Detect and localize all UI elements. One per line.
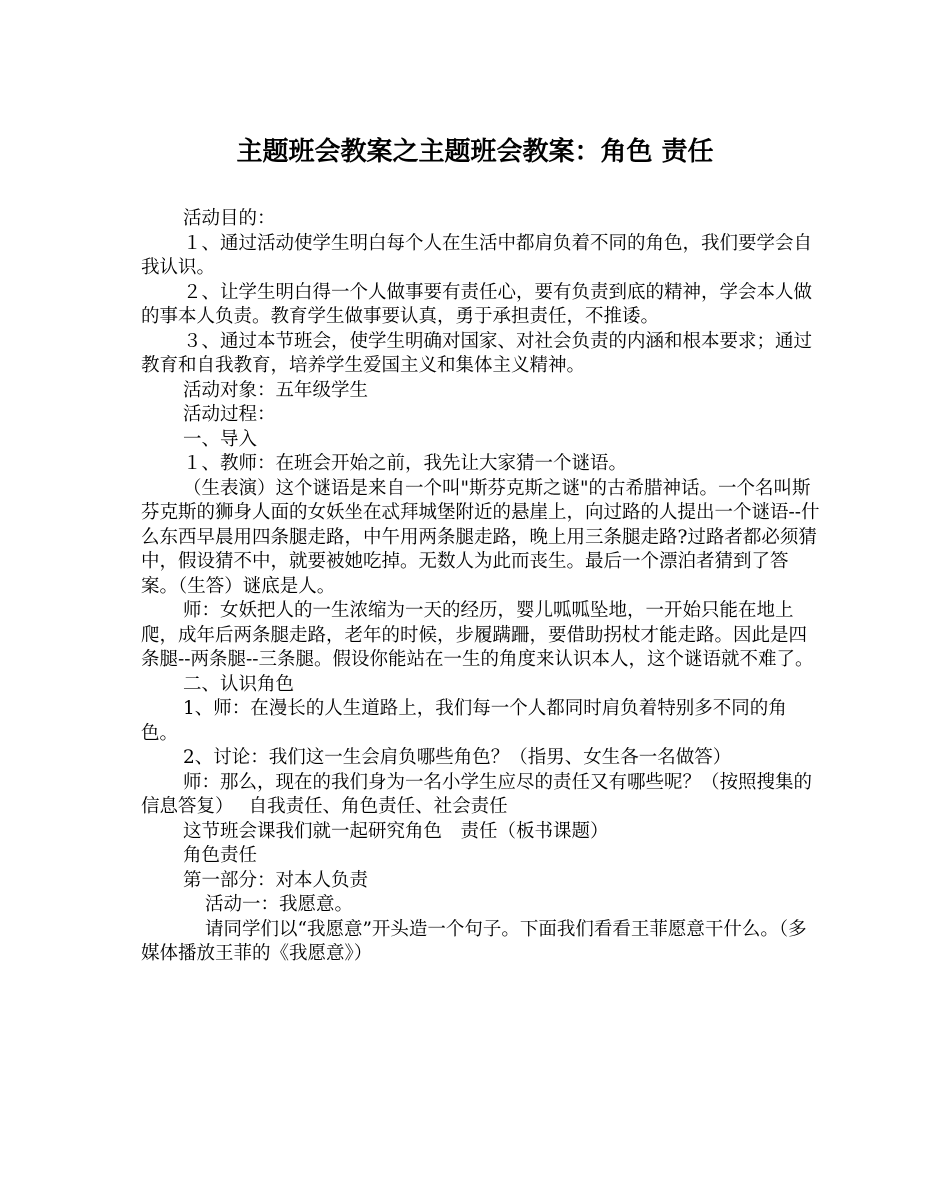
paragraph: １、通过活动使学生明白每个人在生活中都肩负着不同的角色，我们要学会自我认识。: [141, 232, 813, 278]
document-title: 主题班会教案之主题班会教案：角色 责任: [236, 137, 714, 167]
paragraph: ３、通过本节班会，使学生明确对国家、对社会负责的内涵和根本要求；通过教育和自我教育，培养学生爱国主义和集体主义精神。: [141, 330, 813, 376]
paragraph: 第一部分：对本人负责: [183, 869, 369, 891]
paragraph: 活动过程：: [183, 404, 276, 425]
paragraph: 活动目的：: [183, 208, 276, 229]
paragraph: 2、讨论：我们这一生会肩负哪些角色？（指男、女生各一名做答）: [183, 747, 732, 768]
paragraph: 角色责任: [183, 845, 258, 866]
paragraph: 二、认识角色: [183, 673, 295, 695]
paragraph: 一、导入: [183, 428, 258, 450]
paragraph: 师：女妖把人的一生浓缩为一天的经历，婴儿呱呱坠地，一开始只能在地上爬，成年后两条腿走路，老年的时候，步履蹒跚，要借助拐杖才能走路。因此是四条腿--两条腿--三条腿。假设你能站在一生的角度来认识本人，这个谜语就不难了。: [141, 600, 814, 670]
paragraph: 1、师：在漫长的人生道路上，我们每一个人都同时肩负着特别多不同的角色。: [141, 698, 787, 744]
paragraph: 请同学们以“我愿意”开头造一个句子。下面我们看看王菲愿意干什么。（多媒体播放王菲的《我愿意》）: [141, 918, 807, 964]
paragraph: （生表演）这个谜语是来自一个叫"斯芬克斯之谜"的古希腊神话。一个名叫斯芬克斯的狮身人面的女妖坐在忒拜城堡附近的悬崖上，向过路的人提出一个谜语--什么东西早晨用四条腿走路，中午用两条腿走路，晚上用三条腿走路?过路者都必须猜中，假设猜不中，就要被她吃掉。无数人为此而丧生。最后一个漂泊者猜到了答案。（生答）谜底是人。: [141, 477, 820, 597]
document-body: [141, 207, 821, 967]
paragraph: 师：那么，现在的我们身为一名小学生应尽的责任又有哪些呢？（按照搜集的信息答复） 自我责任、角色责任、社会责任: [141, 771, 813, 817]
paragraph: 这节班会课我们就一起研究角色 责任（板书课题）: [183, 820, 609, 842]
paragraph: 活动一：我愿意。: [205, 894, 354, 915]
paragraph: 活动对象：五年级学生: [183, 379, 369, 401]
paragraph: １、教师：在班会开始之前，我先让大家猜一个谜语。: [183, 453, 628, 474]
paragraph: ２、让学生明白得一个人做事要有责任心，要有负责到底的精神，学会本人做的事本人负责。教育学生做事要认真，勇于承担责任，不推诿。: [141, 281, 813, 327]
